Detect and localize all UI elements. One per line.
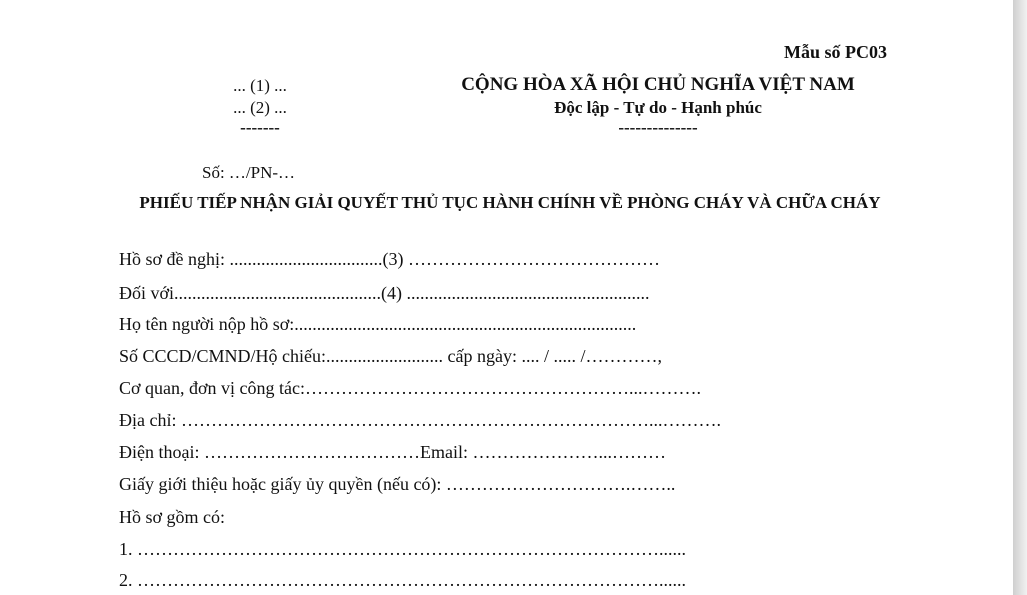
agency-line-2: ... (2) ... [233, 98, 287, 117]
national-motto: Độc lập - Tự do - Hạnh phúc [554, 98, 762, 117]
agency-underline: ------- [240, 118, 280, 137]
field-submitter-name: Họ tên người nộp hồ sơ:............................................................................ [119, 314, 637, 334]
page-edge-shadow [1013, 0, 1027, 595]
documents-heading: Hồ sơ gồm có: [119, 507, 226, 527]
field-workplace: Cơ quan, đơn vị công tác:………………………………………………...………. [119, 378, 702, 398]
document-item-1: 1. ……………………………………………………………………………...... [119, 539, 686, 559]
field-phone-email: Điện thoại: ………………………………Email: …………………...……… [119, 442, 666, 462]
field-application-type: Hồ sơ đề nghị: ..................................(3) …………………………………… [119, 249, 661, 269]
field-address: Địa chỉ: ……………………………………………………………………...………. [119, 410, 721, 430]
document-item-2: 2. ……………………………………………………………………………...... [119, 570, 686, 590]
agency-line-1: ... (1) ... [233, 76, 287, 95]
motto-underline: -------------- [618, 118, 698, 137]
field-id-number: Số CCCD/CMND/Hộ chiếu:.......................... cấp ngày: .... / ..... /…………, [119, 346, 662, 366]
field-subject: Đối với..............................................(4) ...................................................... [119, 283, 650, 303]
document-number: Số: …/PN-… [202, 163, 296, 182]
form-code: Mẫu số PC03 [784, 42, 887, 62]
field-authorization: Giấy giới thiệu hoặc giấy ủy quyền (nếu có): ………………………….…….. [119, 474, 676, 494]
document-title: PHIẾU TIẾP NHẬN GIẢI QUYẾT THỦ TỤC HÀNH CHÍNH VỀ PHÒNG CHÁY VÀ CHỮA CHÁY [139, 193, 881, 212]
country-name: CỘNG HÒA XÃ HỘI CHỦ NGHĨA VIỆT NAM [461, 74, 855, 95]
